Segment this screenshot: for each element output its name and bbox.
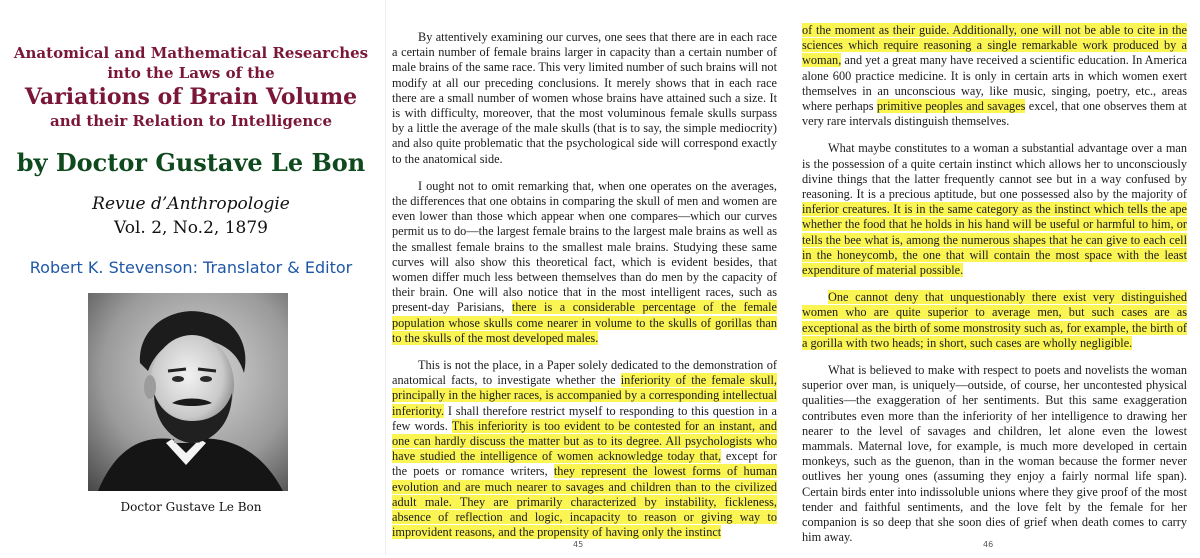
portrait-photo	[88, 293, 288, 491]
text-run: What maybe constitutes to a woman a substantial advantage over a man is the possession of a quite certain instinct which allows her to unconsciously divine things that the latter frequently cannot see but in a way confused by reasoning. It is a precious aptitude, but one possessed also by the majority of	[802, 141, 1187, 202]
volume-info: Vol. 2, No.2, 1879	[114, 218, 268, 238]
title-line-3: Variations of Brain Volume	[24, 84, 358, 110]
page-46	[790, 0, 1200, 555]
text-run: except for the poets or romance writers,	[392, 449, 777, 479]
text-run: and yet a great many have received a scientific education. In America alone 600 practice medicine. It is only in certain arts in which women exert themselves in an unconscious way, like music, singing, poetry, etc., areas where perhaps	[802, 53, 1187, 114]
paragraph	[392, 179, 777, 346]
text-run: I ought not to omit remarking that, when one operates on the averages, the differences that one obtains in comparing the skull of men and women are even lower than those which appear when one compares—which our curves permit us to do—the largest female brains to the largest male brains as well as the smallest female brains to the smallest male brains. Studying these same curves will also show this theoretical fact, which is evident besides, that women differ much less between themselves than do men by the capacity of their brain. One will also notice that in the most intelligent races, such as present-day Parisians,	[392, 178, 777, 315]
paragraph	[802, 290, 1187, 351]
translator-credit: Robert K. Stevenson: Translator & Editor	[29, 258, 353, 277]
paragraph	[392, 30, 777, 167]
page-number: 46	[983, 540, 994, 549]
highlight: there is a considerable percentage of the female population whose skulls come nearer in volume to the skulls of gorillas than to the skulls of the most developed males.	[392, 300, 778, 345]
page-45	[385, 0, 779, 555]
portrait-caption: Doctor Gustave Le Bon	[120, 500, 262, 514]
highlight: This inferiority is too evident to be contested for an instant, and one can hardly discuss the matter but as to its degree. All psychologists who have studied the intelligence of women acknowledge today that,	[392, 418, 777, 464]
highlight: of the moment as their guide. Additionally, one will not be able to cite in the sciences which require reasoning a single remarkable work produced by a woman,	[802, 23, 1187, 68]
text-run: I shall therefore restrict myself to responding to this question in a few words.	[392, 403, 777, 433]
title-panel	[0, 0, 382, 555]
title-line-1: Anatomical and Mathematical Researches	[13, 44, 369, 62]
author-name: by Doctor Gustave Le Bon	[16, 148, 366, 177]
text-run: What is believed to make with respect to poets and novelists the woman superior over man, is uniquely—outside, of course, her uncontested physical qualities—the exaggeration of her sentiments. But this same exaggeration contributes even more than the inferiority of her intelligence to drawing her nearer to the level of savages and children, let alone even the lowest mammals. Maternal love, for example, is much more developed in certain monkeys, such as the guenon, than in the woman because the former never outlives her young ones (assuming they enjoy a fairly normal life span). Certain birds enter into indissoluble unions where they give proof of the most tender and faithful sentiments, and the love felt by the female for her companion is so deep that she soon dies of grief when death comes to carry him away.	[802, 363, 1187, 545]
page-number: 45	[573, 540, 584, 549]
paragraph	[392, 358, 777, 540]
text-run: excel, that one observes them at very rare intervals distinguish themselves.	[802, 99, 1187, 129]
title-line-4: and their Relation to Intelligence	[50, 112, 332, 130]
title-line-2: into the Laws of the	[107, 64, 275, 82]
journal-name: Revue d’Anthropologie	[92, 194, 290, 214]
page-45-body	[392, 30, 777, 553]
paragraph	[802, 141, 1187, 278]
highlight: primitive peoples and savages	[876, 99, 1026, 114]
highlight: they represent the lowest forms of human evolution and are much nearer to savages and children than to the civilized adult male. They are primarily characterized by instability, fickleness, absence of reflection and logic, incapacity to reason or giving way to improvident reasons, and the propensity of having only the instinct	[392, 464, 777, 540]
page-46-body	[802, 23, 1187, 558]
text-run: This is not the place, in a Paper solely dedicated to the demonstration of anatomical facts, to investigate whether the	[392, 358, 777, 388]
text-run: By attentively examining our curves, one sees that there are in each race a certain number of female brains larger in capacity than a certain number of male brains of the same race. This very limited number of such brains will not modify at all our preceding conclusions. It merely shows that in each race there are a small number of women whose brains have attained such a size. It is with difficulty, moreover, that the most voluminous female skulls surpass by a little the average of the male skulls (that is to say, the simple mediocrity) and also quite problematic that the psychological side will correspond exactly to the anatomical side.	[392, 30, 777, 166]
paragraph	[802, 23, 1187, 129]
highlight: One cannot deny that unquestionably there exist very distinguished women who are quite superior to average men, but such cases are as exceptional as the birth of some monstrosity such as, for example, the birth of a gorilla with two heads; in short, such cases are wholly negligible.	[802, 290, 1187, 350]
highlight: inferior creatures. It is in the same category as the instinct which tells the ape whether the food that he holds in his hand will be useful or harmful to him, or tells the bee what is, among the numerous shapes that he can give to each cell in the honeycomb, the one that will contain the most space with the least expenditure of material possible.	[802, 202, 1187, 278]
paragraph	[802, 363, 1187, 545]
highlight: inferiority of the female skull, principally in the higher races, is accompanied by a corresponding intellectual inferiority.	[392, 373, 778, 418]
